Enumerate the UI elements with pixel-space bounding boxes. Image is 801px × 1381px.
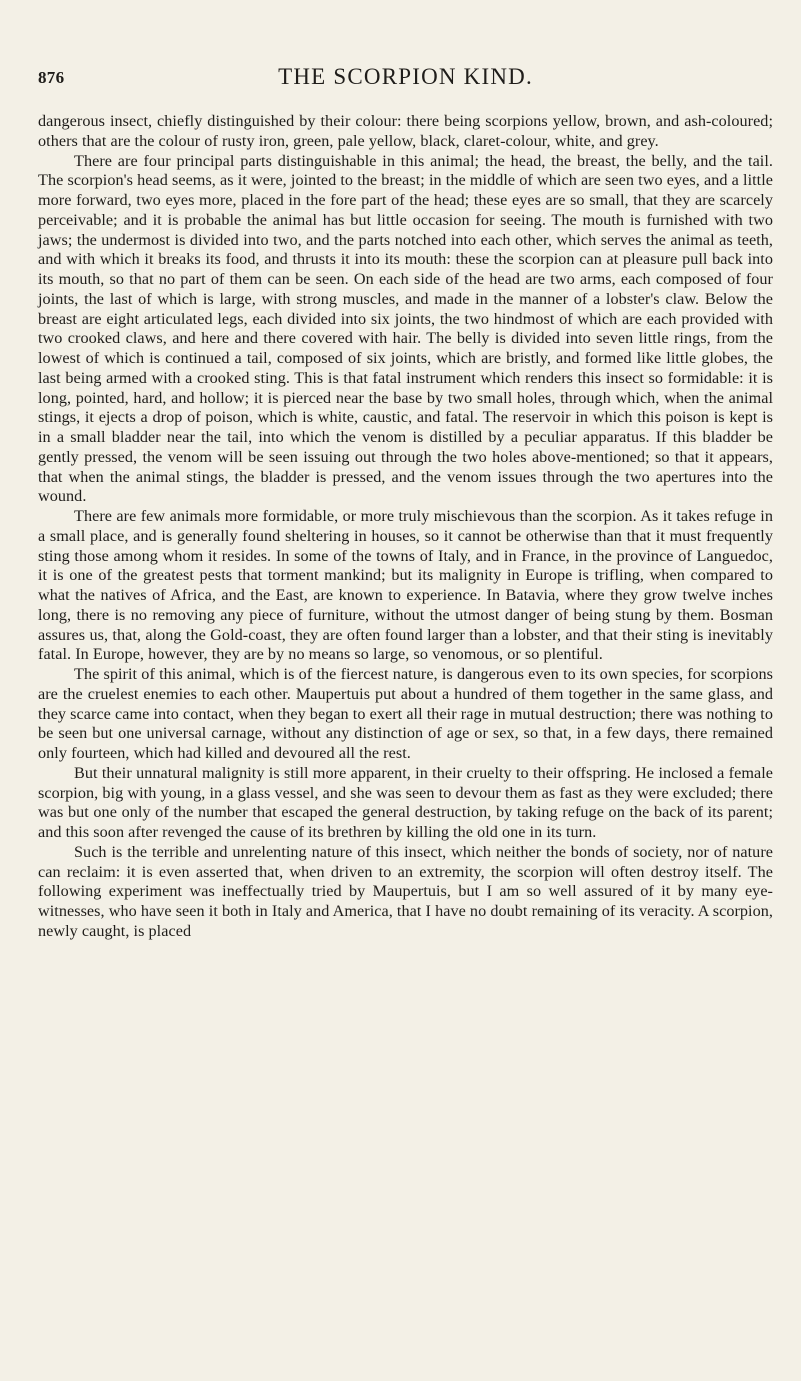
paragraph-continued: dangerous insect, chiefly distinguished by their colour: there being scorpions yellow, brown, and ash-coloured; others that are the colour of rusty iron, green, pale yellow, black, claret-colour, white, and grey. <box>38 112 773 150</box>
paragraph-self-destruction: Such is the terrible and unrelenting nature of this insect, which neither the bonds of society, nor of nature can reclaim: it is even asserted that, when driven to an extremity, the scorpion will often destroy itself. The following experiment was ineffectually tried by Maupertuis, but I am so well assured of it by many eye-witnesses, who have seen it both in Italy and America, that I have no doubt remaining of its veracity. A scorpion, newly caught, is placed <box>38 842 773 940</box>
running-head <box>38 60 773 94</box>
paragraph-cannibalism: The spirit of this animal, which is of the fiercest nature, is dangerous even to its own species, for scorpions are the cruelest enemies to each other. Maupertuis put about a hundred of them together in the same glass, and they scarce came into contact, when they began to exert all their rage in mutual destruction; there was nothing to be seen but one universal carnage, without any distinction of age or sex, so that, in a few days, there remained only fourteen, which had killed and devoured all the rest. <box>38 665 773 762</box>
paragraph-anatomy: There are four principal parts distinguishable in this animal; the head, the breast, the belly, and the tail. The scorpion's head seems, as it were, jointed to the breast; in the middle of which are seen two eyes, and a little more forward, two eyes more, placed in the fore part of the head; these eyes are so small, that they are scarcely perceivable; and it is probable the animal has but little occasion for seeing. The mouth is furnished with two jaws; the undermost is divided into two, and the parts notched into each other, which serves the animal as teeth, and with which it breaks its food, and thrusts it into its mouth: these the scorpion can at pleasure pull back into its mouth, so that no part of them can be seen. On each side of the head are two arms, each composed of four joints, the last of which is large, with strong muscles, and made in the manner of a lobster's claw. Below the breast are eight articulated legs, each divided into six joints, the two hindmost of which are each provided with two crooked claws, and here and there covered with hair. The belly is divided into seven little rings, from the lowest of which is continued a tail, composed of six joints, which are bristly, and formed like little globes, the last being armed with a crooked sting. This is that fatal instrument which renders this insect so formidable: it is long, pointed, hard, and hollow; it is pierced near the base by two small holes, through which, when the animal stings, it ejects a drop of poison, which is white, caustic, and fatal. The reservoir in which this poison is kept is in a small bladder near the tail, into which the venom is distilled by a peculiar apparatus. If this bladder be gently pressed, the venom will be seen issuing out through the two holes above-mentioned; so that it appears, that when the animal stings, the bladder is pressed, and the venom issues through the two apertures into the wound. <box>38 151 773 506</box>
page-number: 876 <box>38 68 65 87</box>
paragraph-danger: There are few animals more formidable, or more truly mischievous than the scorpion. As it takes refuge in a small place, and is generally found sheltering in houses, so it cannot be otherwise than that it must frequently sting those among whom it resides. In some of the towns of Italy, and in France, in the province of Languedoc, it is one of the greatest pests that torment mankind; but its malignity in Europe is trifling, when compared to what the natives of Africa, and the East, are known to experience. In Batavia, where they grow twelve inches long, there is no removing any piece of furniture, without the utmost danger of being stung by them. Bosman assures us, that, along the Gold-coast, they are often found larger than a lobster, and that their sting is inevitably fatal. In Europe, however, they are by no means so large, so venomous, or so plentiful. <box>38 507 773 664</box>
paragraph-offspring: But their unnatural malignity is still more apparent, in their cruelty to their offspring. He inclosed a female scorpion, big with young, in a glass vessel, and she was seen to devour them as fast as they were excluded; there was but one only of the number that escaped the general destruction, by taking refuge on the back of its parent; and this soon after revenged the cause of its brethren by killing the old one in its turn. <box>38 763 773 841</box>
running-title: THE SCORPION KIND. <box>278 64 533 89</box>
body-text <box>38 112 773 942</box>
